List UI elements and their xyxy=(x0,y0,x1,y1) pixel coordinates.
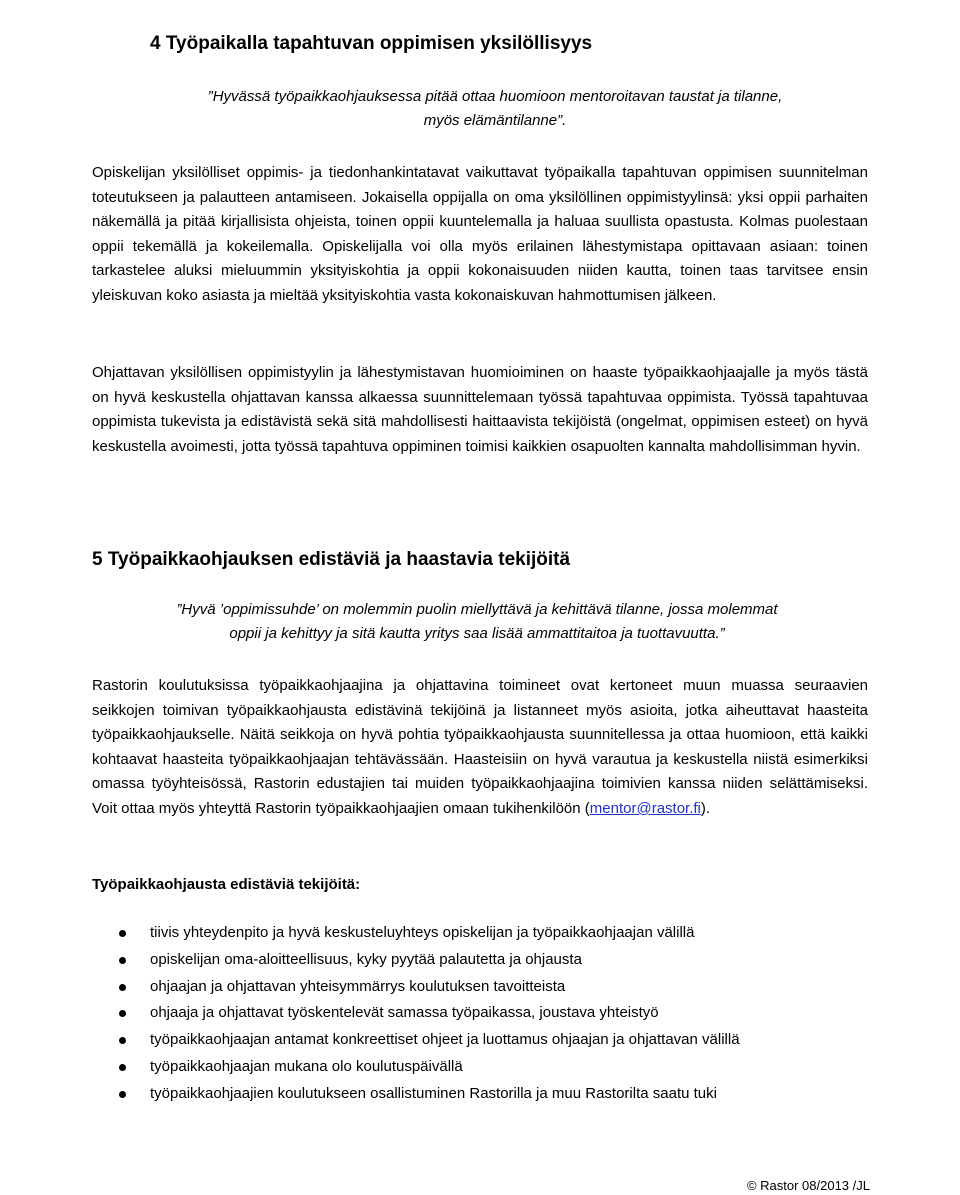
learning-style-consideration-paragraph: Ohjattavan yksilöllisen oppimistyylin ja lähestymistavan huomioiminen on haaste työpaikkaohjaajalle ja myös tästä on hyvä keskustella ohjattavan kanssa alkaessa suunnittelemaan työssä tapahtuvaa oppimista. Työssä tapahtuvaa oppimista tukevista ja edistävistä sekä sitä mahdollisesti haittaavista tekijöistä (ongelmat, oppimisen esteet) on hyvä keskustella avoimesti, jotta työssä tapahtuva oppiminen toimisi kaikkien osapuolten kannalta mahdollisimman hyvin. xyxy=(92,364,868,455)
section-5-quote-line-1: ”Hyvä ’oppimissuhde’ on molemmin puolin miellyttävä ja kehittävä tilanne, jossa molemmat xyxy=(176,601,778,618)
list-item-text: työpaikkaohjaajien koulutukseen osallistuminen Rastorilla ja muu Rastorilta saatu tuki xyxy=(150,1084,717,1102)
list-item xyxy=(92,1027,868,1054)
list-item xyxy=(92,1081,868,1108)
section-5-quote xyxy=(92,598,862,646)
copyright-footer: © Rastor 08/2013 /JL xyxy=(746,1178,870,1193)
section-5-quote-line-2: oppii ja kehittyy ja sitä kautta yritys saa lisää ammattitaitoa ja tuottavuutta.” xyxy=(229,625,725,642)
promoting-factors-heading: Työpaikkaohjausta edistäviä tekijöitä: xyxy=(92,876,361,893)
bullet-icon xyxy=(119,1064,126,1071)
rastor-training-paragraph-end: ). xyxy=(700,799,711,817)
section-5-heading: 5 Työpaikkaohjauksen edistäviä ja haastavia tekijöitä xyxy=(92,549,571,570)
list-item xyxy=(92,947,868,974)
list-item-text: ohjaaja ja ohjattavat työskentelevät samassa työpaikassa, joustava yhteistyö xyxy=(150,1004,659,1022)
list-item-text: työpaikkaohjaajan antamat konkreettiset ohjeet ja luottamus ohjaajan ja ohjattavan välillä xyxy=(150,1031,740,1049)
bullet-icon xyxy=(119,1010,126,1017)
list-item xyxy=(92,1054,868,1081)
section-4-quote-line-2: myös elämäntilanne”. xyxy=(423,112,567,129)
rastor-training-paragraph xyxy=(92,674,868,822)
list-item-text: opiskelijan oma-aloitteellisuus, kyky pyytää palautetta ja ohjausta xyxy=(150,950,582,968)
section-4-quote-line-1: ”Hyvässä työpaikkaohjauksessa pitää ottaa huomioon mentoroitavan taustat ja tilanne, xyxy=(207,88,783,105)
list-item xyxy=(92,974,868,1001)
bullet-icon xyxy=(119,957,126,964)
list-item xyxy=(92,920,868,947)
section-4-quote xyxy=(150,85,840,133)
bullet-icon xyxy=(119,930,126,937)
bullet-icon xyxy=(119,1091,126,1098)
list-item xyxy=(92,1000,868,1027)
mentor-email-link[interactable]: mentor@rastor.fi xyxy=(589,799,701,817)
bullet-icon xyxy=(119,984,126,991)
list-item-text: tiivis yhteydenpito ja hyvä keskusteluyhteys opiskelijan ja työpaikkaohjaajan välillä xyxy=(150,924,695,941)
section-4-heading: 4 Työpaikalla tapahtuvan oppimisen yksilöllisyys xyxy=(150,33,593,54)
rastor-training-paragraph-text: Rastorin koulutuksissa työpaikkaohjaajina ja ohjattavina toimineet ovat kertoneet muun muassa seuraavien seikkojen toimivan työpaikkaohjausta edistävinä tekijöinä ja listanneet myös asioita, jotka aiheuttavat haasteita työpaikkaohjaukselle. Näitä seikkoja on hyvä pohtia työpaikkaohjausta suunnitellessa ja ottaa huomioon, että kaikki kohtaavat haasteita työpaikkaohjaajan tehtävässään. Haasteisiin on hyvä varautua ja keskustella niistä esimerkiksi omassa työyhteisössä, Rastorin edustajien tai muiden työpaikkaohjaajina toimivien kanssa niiden selättämiseksi. Voit ottaa myös yhteyttä Rastorin työpaikkaohjaajien omaan tukihenkilöön ( xyxy=(92,677,868,817)
list-item-text: työpaikkaohjaajan mukana olo koulutuspäivällä xyxy=(150,1057,463,1075)
bullet-icon xyxy=(119,1037,126,1044)
list-item-text: ohjaajan ja ohjattavan yhteisymmärrys koulutuksen tavoitteista xyxy=(150,977,566,995)
learning-styles-paragraph: Opiskelijan yksilölliset oppimis- ja tiedonhankintatavat vaikuttavat työpaikalla tapahtuvan oppimisen suunnitelman toteutukseen ja palautteen antamiseen. Jokaisella oppijalla on oma yksilöllinen oppimistyylinsä: yksi oppii parhaiten näkemällä ja pitää kirjallisista ohjeista, toinen oppii kuuntelemalla ja haluaa suullista opastusta. Kolmas puolestaan oppii tekemällä ja kokeilemalla. Opiskelijalla voi olla myös erilainen lähestymistapa opittavaan asiaan: toinen tarkastelee aluksi mieluummin yksityiskohtia ja oppii kokonaisuuden niiden kautta, toinen taas tarvitsee ensin yleiskuvan koko asiasta ja mieltää yksityiskohtia vasta kokonaiskuvan hahmottumisen jälkeen. xyxy=(92,164,868,304)
promoting-factors-list xyxy=(92,920,868,1108)
